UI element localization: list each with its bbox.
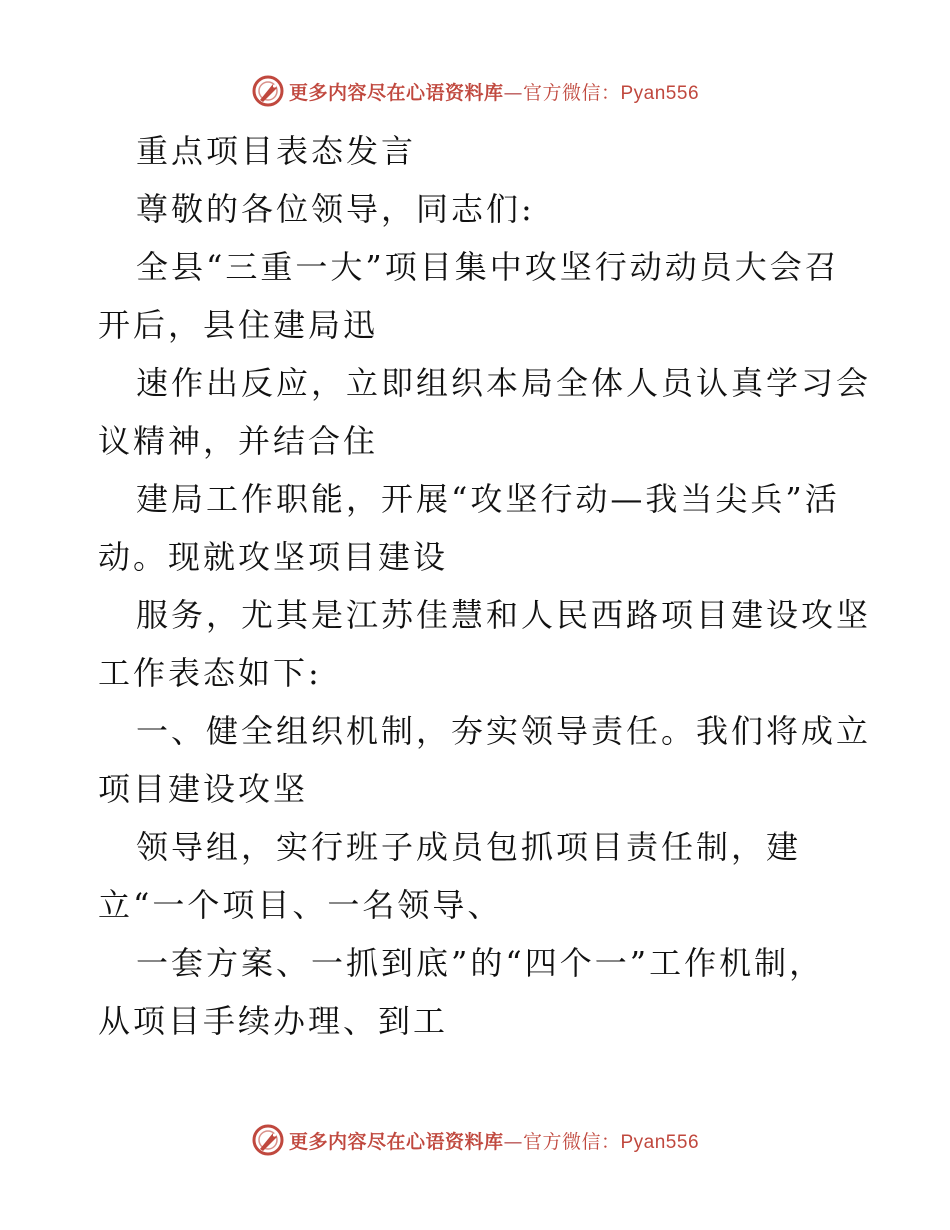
paragraph-line: 速作出反应，立即组织本局全体人员认真学习会 — [136, 364, 872, 402]
document-title: 重点项目表态发言 — [136, 132, 417, 170]
document-body — [98, 122, 872, 1050]
paragraph-line: 议精神，并结合住 — [98, 422, 379, 460]
watermark-wechat-label: 官方微信： — [522, 1130, 621, 1153]
paragraph-line: 全县“三重一大”项目集中攻坚行动动员大会召 — [136, 248, 840, 286]
paragraph-line: 动。现就攻坚项目建设 — [98, 538, 449, 576]
salutation: 尊敬的各位领导，同志们: — [136, 190, 535, 228]
paragraph-line: 建局工作职能，开展“攻坚行动—我当尖兵”活 — [136, 480, 840, 518]
watermark-text — [289, 1127, 699, 1154]
watermark-wechat-label: 官方微信： — [522, 81, 621, 104]
watermark-separator: — — [503, 1130, 523, 1153]
watermark-wechat-id: Pyan556 — [620, 1131, 700, 1153]
watermark-brand: 更多内容尽在心语资料库 — [288, 81, 504, 104]
section-heading-line: 一、健全组织机制，夯实领导责任。我们将成立 — [136, 712, 872, 750]
paragraph-line: 立“一个项目、一名领导、 — [98, 886, 503, 924]
watermark-separator: — — [503, 81, 523, 104]
watermark-brand: 更多内容尽在心语资料库 — [288, 1130, 504, 1153]
paragraph-line: 一套方案、一抓到底”的“四个一”工作机制， — [136, 944, 825, 982]
pen-nib-logo-icon — [251, 74, 285, 108]
header-watermark — [0, 71, 950, 111]
footer-watermark — [0, 1120, 950, 1160]
paragraph-line: 开后，县住建局迅 — [98, 306, 379, 344]
paragraph-line: 领导组，实行班子成员包抓项目责任制，建 — [136, 828, 802, 866]
pen-nib-logo-icon — [251, 1123, 285, 1157]
paragraph-line: 工作表态如下: — [98, 654, 322, 692]
watermark-text — [289, 78, 699, 105]
paragraph-line: 服务，尤其是江苏佳慧和人民西路项目建设攻坚 — [136, 596, 872, 634]
paragraph-line: 项目建设攻坚 — [98, 770, 309, 808]
paragraph-line: 从项目手续办理、到工 — [98, 1002, 449, 1040]
watermark-wechat-id: Pyan556 — [620, 82, 700, 104]
